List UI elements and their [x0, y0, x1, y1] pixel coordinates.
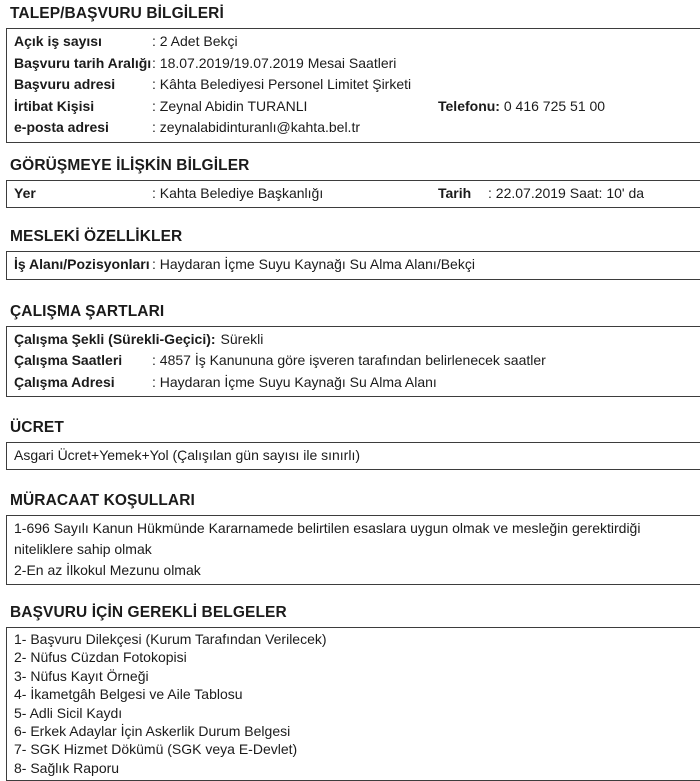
field-label: Çalışma Şekli (Sürekli-Geçici):	[14, 330, 216, 347]
condition-item: 1-696 Sayılı Kanun Hükmünde Kararnamede belirtilen esaslara uygun olmak ve mesleğin gerektirdiği niteliklere sahip olmak	[14, 520, 641, 557]
field-row	[14, 183, 700, 205]
field-label: Başvuru tarih Aralığı	[14, 54, 152, 71]
info-box	[6, 515, 700, 585]
field-value: : 2 Adet Bekçi	[152, 33, 238, 49]
condition-item: 2-En az İlkokul Mezunu olmak	[14, 562, 201, 578]
date-label: Tarih	[438, 184, 472, 201]
field-value: : Haydaran İçme Suyu Kaynağı Su Alma Alanı/Bekçi	[152, 256, 475, 272]
section-ucret	[0, 419, 700, 470]
section-title: GÖRÜŞMEYE İLİŞKİN BİLGİLER	[10, 156, 250, 174]
field-value: : Haydaran İçme Suyu Kaynağı Su Alma Alanı	[152, 373, 437, 390]
field-row	[14, 96, 700, 118]
section-mesleki-ozellikler	[0, 228, 700, 280]
field-row	[14, 74, 700, 96]
document-item: 3- Nüfus Kayıt Örneği	[14, 667, 149, 684]
document-item: 6- Erkek Adaylar İçin Askerlik Durum Belgesi	[14, 723, 291, 740]
field-row	[14, 350, 700, 372]
field-row	[14, 329, 700, 351]
section-title: MESLEKİ ÖZELLİKLER	[10, 228, 183, 245]
phone-field	[438, 96, 605, 118]
section-title: MÜRACAAT KOŞULLARI	[10, 492, 195, 509]
field-value: : 4857 İş Kanununa göre işveren tarafından belirlenecek saatler	[152, 352, 546, 368]
section-talep-basvuru-bilgileri	[0, 5, 700, 143]
info-box	[6, 180, 700, 209]
field-row	[14, 254, 700, 276]
field-row	[14, 53, 700, 75]
section-calisma-sartlari	[0, 303, 700, 398]
document-item: 2- Nüfus Cüzdan Fotokopisi	[14, 649, 187, 666]
field-label: İrtibat Kişisi	[14, 97, 95, 114]
field-row	[14, 31, 700, 53]
field-value: : Kâhta Belediyesi Personel Limitet Şirketi	[152, 76, 412, 92]
document-item: 5- Adli Sicil Kaydı	[14, 704, 123, 721]
field-label: Yer	[14, 184, 36, 201]
section-gorusme-bilgileri	[0, 157, 700, 209]
field-label: Çalışma Adresi	[14, 373, 115, 390]
field-row	[14, 372, 700, 394]
phone-label: Telefonu:	[438, 97, 500, 114]
field-label: Başvuru adresi	[14, 76, 116, 92]
date-value: : 22.07.2019 Saat: 10' da	[488, 184, 645, 201]
field-value: : 18.07.2019/19.07.2019 Mesai Saatleri	[152, 54, 397, 71]
info-box	[6, 442, 700, 470]
phone-value: 0 416 725 51 00	[499, 97, 606, 114]
field-label: Çalışma Saatleri	[14, 352, 123, 368]
section-title: ÜCRET	[10, 419, 64, 436]
section-title: TALEP/BAŞVURU BİLGİLERİ	[10, 5, 224, 22]
document-item: 4- İkametgâh Belgesi ve Aile Tablosu	[14, 686, 243, 703]
document-item: 7- SGK Hizmet Dökümü (SGK veya E-Devlet)	[14, 741, 298, 758]
info-box	[6, 251, 700, 280]
field-label: Açık iş sayısı	[14, 33, 102, 49]
field-value: : Kahta Belediye Başkanlığı	[152, 184, 324, 201]
field-label: İş Alanı/Pozisyonları	[14, 256, 150, 272]
section-title: ÇALIŞMA ŞARTLARI	[10, 302, 165, 320]
field-value: Sürekli	[220, 330, 264, 347]
document-item: 1- Başvuru Dilekçesi (Kurum Tarafından Verilecek)	[14, 631, 327, 647]
info-box	[6, 28, 700, 143]
field-value: : zeynalabidinturanlı@kahta.bel.tr	[152, 119, 360, 135]
info-box	[6, 627, 700, 781]
section-title: BAŞVURU İÇİN GEREKLİ BELGELER	[10, 604, 287, 621]
field-label: e-posta adresi	[14, 119, 109, 135]
date-field	[438, 183, 644, 205]
section-gerekli-belgeler	[0, 604, 700, 781]
document-item: 8- Sağlık Raporu	[14, 759, 120, 776]
section-muracaat-kosullari	[0, 492, 700, 585]
field-row	[14, 117, 700, 139]
text-line: Asgari Ücret+Yemek+Yol (Çalışılan gün sayısı ile sınırlı)	[14, 447, 361, 463]
field-value: : Zeynal Abidin TURANLI	[152, 97, 308, 114]
info-box	[6, 326, 700, 398]
